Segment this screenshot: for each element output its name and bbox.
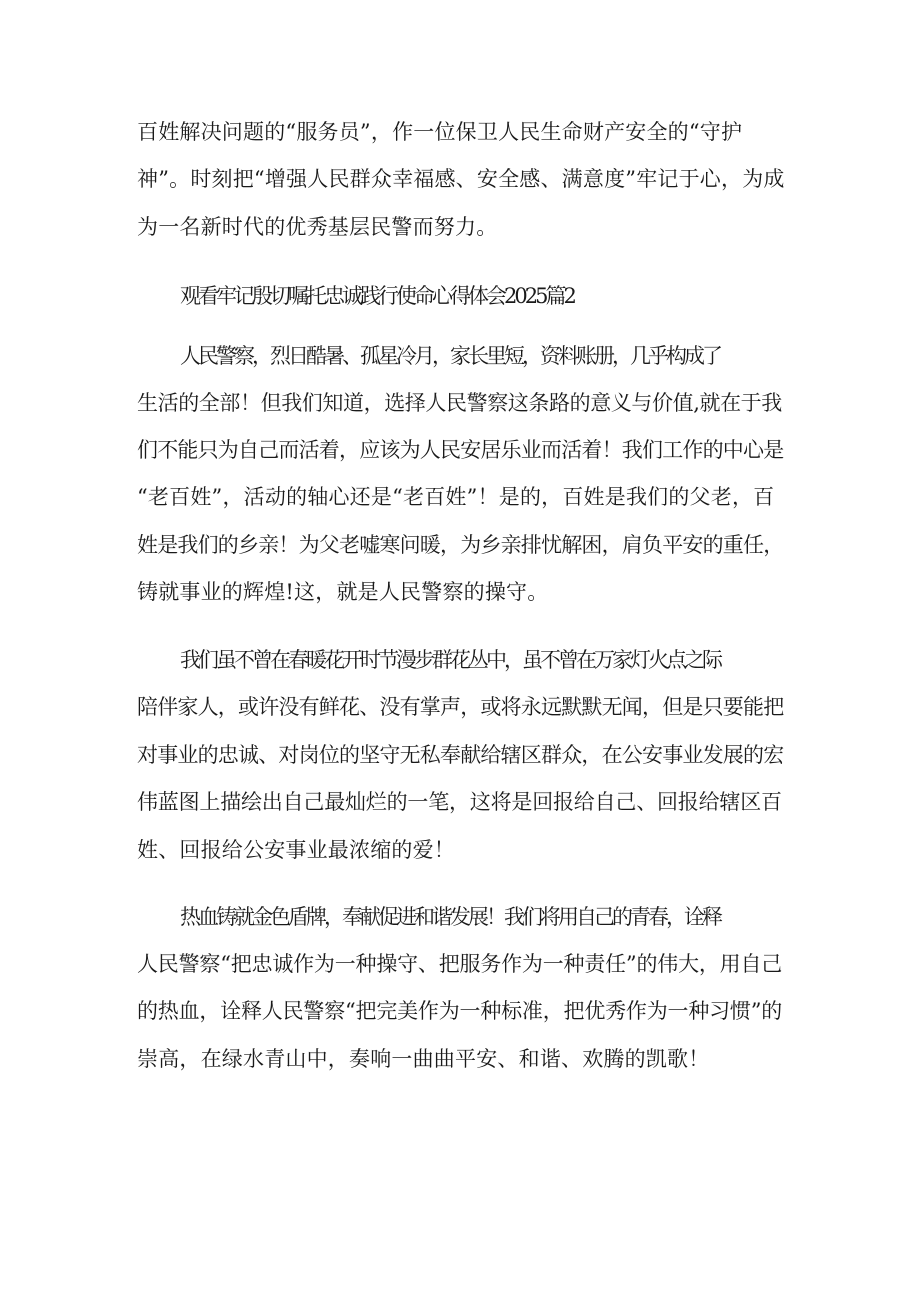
paragraph3-line-3: 的热血，诠释人民警察“把完美作为一种标准，把优秀作为一种习惯”的 [137, 999, 783, 1023]
intro-line-1: 百姓解决问题的“服务员”，作一位保卫人民生命财产安全的“守护 [137, 120, 743, 144]
paragraph3-line-1: 热血铸就金色盾牌，奉献促进和谐发展！我们将用自己的青春，诠释 [180, 905, 720, 929]
section-title: 观看牢记殷切嘱托忠诚践行使命心得体会2025篇2 [180, 284, 574, 308]
intro-line-2: 神”。时刻把“增强人民群众幸福感、安全感、满意度”牢记于心，为成 [137, 167, 785, 191]
paragraph1-line-2: 生活的全部！但我们知道，选择人民警察这条路的意义与价值,就在于我 [137, 391, 782, 415]
paragraph2-line-3: 对事业的忠诚、对岗位的坚守无私奉献给辖区群众，在公安事业发展的宏 [137, 743, 784, 767]
paragraph3-line-2: 人民警察“把忠诚作为一种操守、把服务作为一种责任”的伟大，用自己 [137, 952, 783, 976]
paragraph1-line-4: “老百姓”，活动的轴心还是“老百姓”！是的，百姓是我们的父老，百 [137, 485, 775, 509]
paragraph2-line-4: 伟蓝图上描绘出自己最灿烂的一笔，这将是回报给自己、回报给辖区百 [137, 790, 782, 814]
paragraph1-line-3: 们不能只为自己而活着，应该为人民安居乐业而活着！我们工作的中心是 [137, 438, 784, 462]
paragraph2-line-5: 姓、回报给公安事业最浓缩的爱！ [137, 838, 455, 862]
intro-line-3: 为一名新时代的优秀基层民警而努力。 [137, 215, 498, 239]
paragraph2-line-1: 我们虽不曾在春暖花开时节漫步群花丛中，虽不曾在万家灯火点之际 [180, 648, 720, 672]
paragraph1-line-6: 铸就事业的辉煌!这，就是人民警察的操守。 [137, 580, 549, 604]
paragraph1-line-1: 人民警察，烈日酷暑、孤星冷月，家长里短，资料账册，几乎构成了 [180, 344, 720, 368]
paragraph3-line-4: 崇高，在绿水青山中，奏响一曲曲平安、和谐、欢腾的凯歌！ [137, 1047, 710, 1071]
paragraph2-line-2: 陪伴家人，或许没有鲜花、没有掌声，或将永远默默无闻，但是只要能把 [137, 695, 784, 719]
paragraph1-line-5: 姓是我们的乡亲！为父老嘘寒问暖，为乡亲排忧解困，肩负平安的重任， [137, 533, 784, 557]
